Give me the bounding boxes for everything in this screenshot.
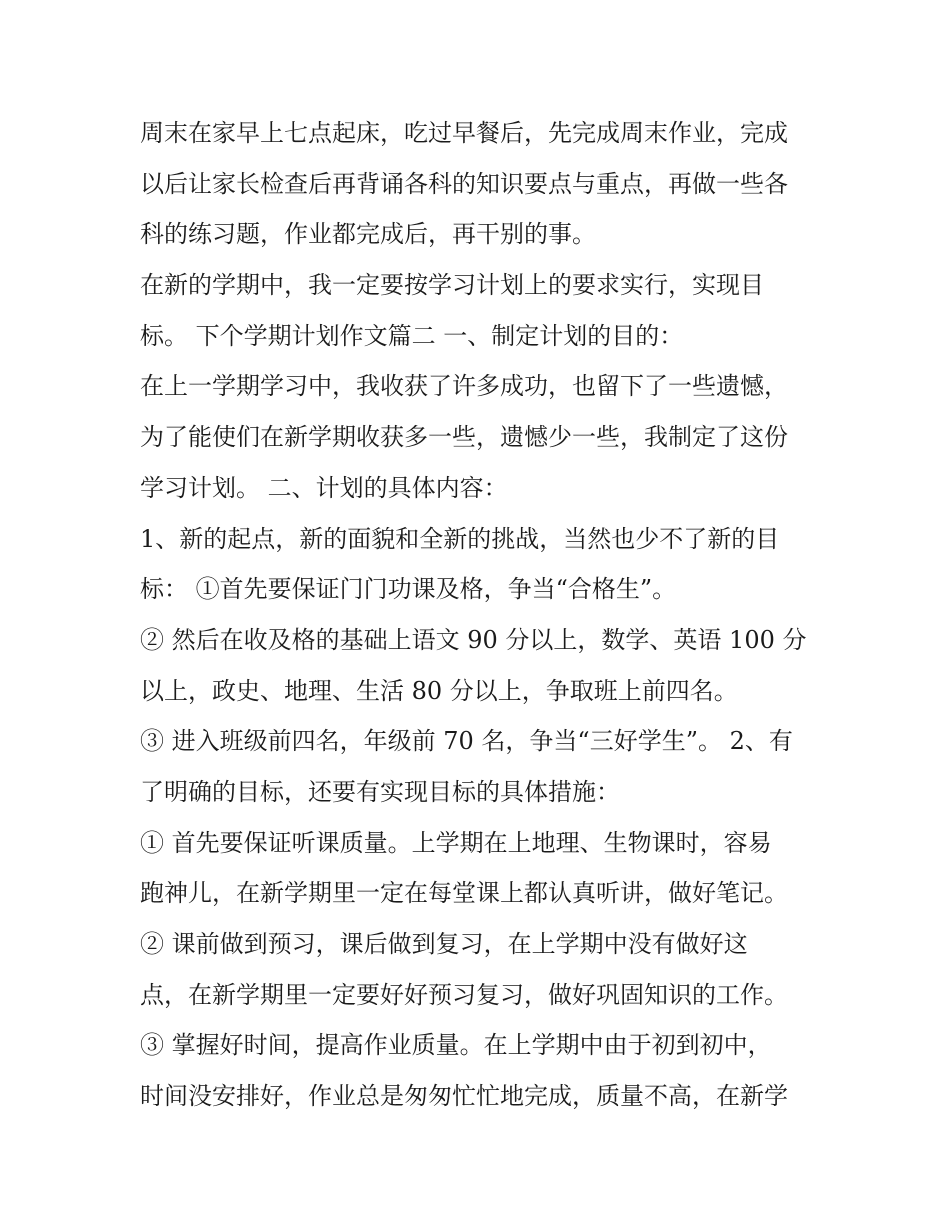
- text-line: 1、新的起点，新的面貌和全新的挑战，当然也少不了新的目: [140, 524, 780, 553]
- text-line: 以后让家长检查后再背诵各科的知识要点与重点，再做一些各: [140, 169, 788, 198]
- text-line: 在上一学期学习中，我收获了许多成功，也留下了一些遗憾，: [140, 372, 788, 401]
- text-line: 在新的学期中，我一定要按学习计划上的要求实行，实现目: [140, 271, 764, 300]
- text-line: ③ 掌握好时间，提高作业质量。在上学期中由于初到初中，: [140, 1031, 772, 1060]
- text-line: 标。 下个学期计划作文篇二 一、制定计划的目的：: [140, 321, 684, 350]
- text-line: 学习计划。 二、计划的具体内容：: [140, 473, 508, 502]
- text-line: ② 课前做到预习，课后做到复习，在上学期中没有做好这: [140, 930, 748, 958]
- text-line: 科的练习题，作业都完成后，再干别的事。: [140, 220, 596, 249]
- text-line: ③ 进入班级前四名，年级前 70 名，争当“三好学生”。 2、有: [140, 727, 793, 756]
- text-line: ① 首先要保证听课质量。上学期在上地理、生物课时，容易: [140, 828, 772, 857]
- text-line: 时间没安排好，作业总是匆匆忙忙地完成，质量不高，在新学: [140, 1082, 788, 1111]
- text-line: 跑神儿，在新学期里一定在每堂课上都认真听讲，做好笔记。: [140, 879, 788, 908]
- text-line: ② 然后在收及格的基础上语文 90 分以上，数学、英语 100 分: [140, 625, 807, 654]
- text-line: 了明确的目标，还要有实现目标的具体措施：: [140, 777, 620, 806]
- text-line: 周末在家早上七点起床，吃过早餐后，先完成周末作业，完成: [140, 119, 788, 147]
- text-line: 为了能使们在新学期收获多一些，遗憾少一些，我制定了这份: [140, 423, 788, 452]
- text-line: 以上，政史、地理、生活 80 分以上，争取班上前四名。: [140, 676, 738, 705]
- text-line: 点，在新学期里一定要好好预习复习，做好巩固知识的工作。: [140, 980, 788, 1009]
- text-line: 标： ①首先要保证门门功课及格，争当“合格生”。: [140, 575, 677, 604]
- body-text: [140, 108, 820, 1122]
